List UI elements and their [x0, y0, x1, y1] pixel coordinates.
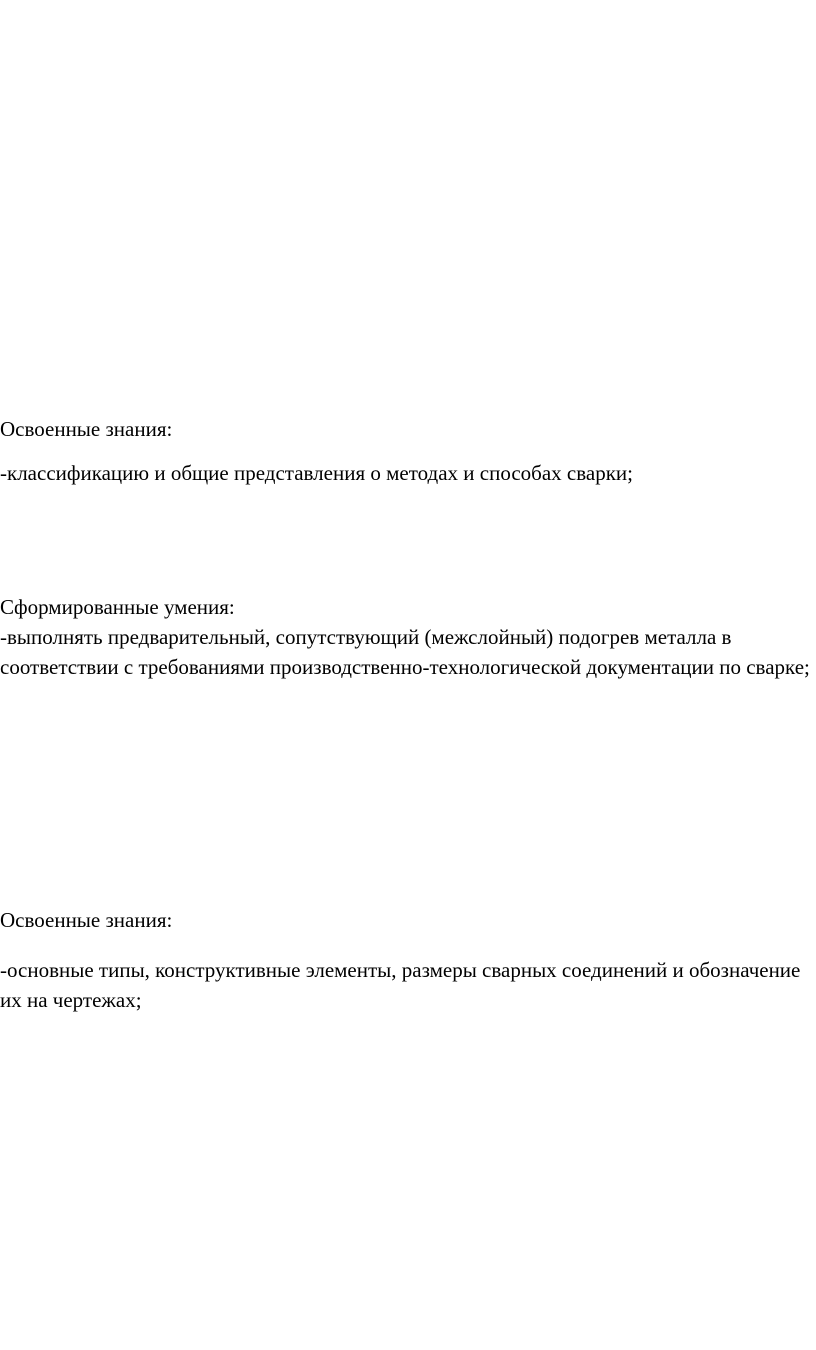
skill-item-line-1: -выполнять предварительный, сопутствующий (межслойный) подогрев металла в [0, 625, 732, 649]
knowledge-item-2-line-2: их на чертежах; [0, 988, 142, 1012]
heading-formed-skills: Сформированные умения: [0, 595, 235, 619]
knowledge-item-1: -классификацию и общие представления о методах и способах сварки; [0, 461, 633, 485]
skill-item-line-2: соответствии с требованиями производственно-технологической документации по сварке; [0, 655, 810, 679]
knowledge-item-2-line-1: -основные типы, конструктивные элементы, размеры сварных соединений и обозначение [0, 958, 801, 982]
heading-mastered-knowledge-2: Освоенные знания: [0, 908, 173, 932]
heading-mastered-knowledge-1: Освоенные знания: [0, 417, 173, 441]
